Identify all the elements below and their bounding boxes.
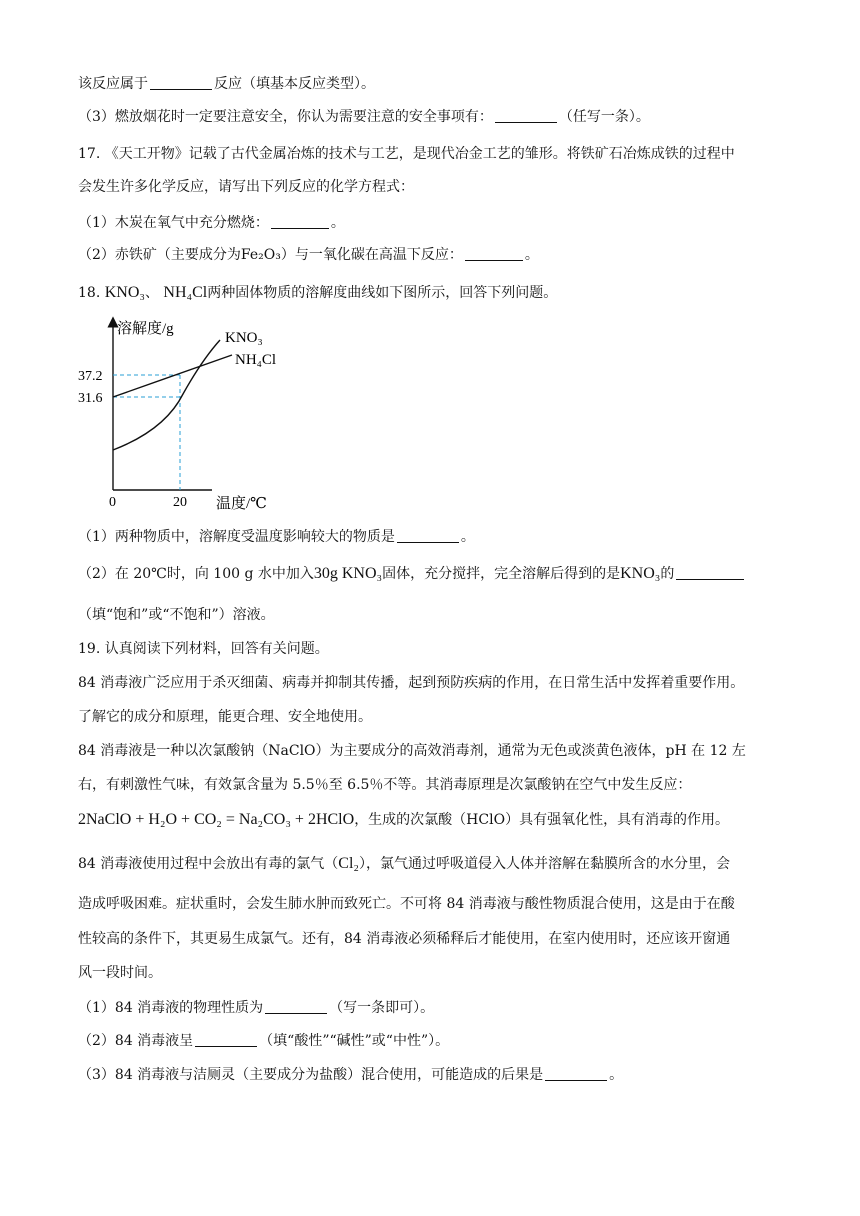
text: （2）84 消毒液呈 — [78, 1033, 194, 1049]
text: 固体，充分搅拌，完全溶解后得到的是 — [382, 566, 621, 582]
text: （2）赤铁矿（主要成分为 — [78, 247, 241, 263]
mass-formula: 30g KNO₃ — [313, 565, 383, 582]
text: 。 — [330, 215, 345, 231]
text: 。 — [460, 529, 475, 545]
question-19-1 — [78, 997, 434, 1017]
text: 两种固体物质的溶解度曲线如下图所示，回答下列问题。 — [207, 285, 558, 301]
material-equation-line — [78, 809, 729, 829]
answer-blank — [545, 1066, 607, 1081]
text: （写一条即可）。 — [329, 1000, 435, 1016]
text: 、 — [144, 285, 159, 301]
question-19-3 — [78, 1064, 623, 1084]
text: 的 — [660, 566, 675, 582]
answer-blank — [265, 999, 327, 1014]
question-17-stem-line1: 17. 《天工开物》记载了古代金属冶炼的技术与工艺，是现代冶金工艺的雏形。将铁矿石冶炼成铁的过程中 — [78, 146, 735, 162]
text: （3）84 消毒液与洁厕灵（主要成分为盐酸）混合使用，可能造成的后果是 — [78, 1067, 544, 1083]
formula-nh4cl: NH₄Cl — [163, 284, 208, 301]
question-18-stem — [78, 282, 557, 302]
material-p1-line1: 84 消毒液广泛应用于杀灭细菌、病毒并抑制其传播，起到预防疾病的作用，在日常生活中发挥着重要作用。 — [78, 675, 745, 691]
text: 。 — [609, 1067, 624, 1083]
solubility-chart — [70, 312, 300, 518]
series-label-nh4cl: NH₄Cl — [235, 352, 277, 368]
formula-cl2: Cl₂ — [338, 855, 359, 872]
material-p1-line2: 了解它的成分和原理，能更合理、安全地使用。 — [78, 709, 372, 725]
text: 反应（填基本反应类型）。 — [214, 76, 375, 92]
answer-blank — [150, 75, 212, 90]
question-17-1 — [78, 212, 345, 232]
question-17-2 — [78, 244, 539, 264]
answer-blank — [397, 528, 459, 543]
y-tick-31-6: 31.6 — [78, 391, 103, 406]
text: （1）两种物质中，溶解度受温度影响较大的物质是 — [78, 529, 395, 545]
text: ），氯气通过呼吸道侵入人体并溶解在黏膜所含的水分里，会 — [358, 856, 730, 872]
answer-blank — [465, 246, 523, 261]
question-18-2 — [78, 563, 746, 583]
formula-kno3: KNO₃ — [620, 565, 661, 582]
text: （2）在 20℃时，向 100 g 水中加入 — [78, 566, 314, 582]
x-axis-label: 温度/℃ — [216, 496, 267, 512]
question-18-2-cont: （填“饱和”或“不饱和”）溶液。 — [78, 607, 275, 623]
text: （任写一条）。 — [558, 109, 650, 125]
material-p3-line2: 造成呼吸困难。症状重时，会发生肺水肿而致死亡。不可将 84 消毒液与酸性物质混合使用，这是由于在酸 — [78, 896, 735, 912]
text: 该反应属于 — [78, 76, 148, 92]
material-p2-line2: 右，有刺激性气味，有效氯含量为 5.5％至 6.5％不等。其消毒原理是次氯酸钠在空气中发生反应： — [78, 777, 692, 793]
text: （填“酸性”“碱性”或“中性”）。 — [259, 1033, 450, 1049]
y-tick-37-2: 37.2 — [78, 369, 103, 384]
series-label-kno3: KNO₃ — [225, 330, 263, 346]
answer-blank — [271, 214, 329, 229]
y-axis-label: 溶解度/g — [117, 321, 174, 337]
question-19-2 — [78, 1030, 449, 1050]
material-p2-line1: 84 消毒液是一种以次氯酸钠（NaClO）为主要成分的高效消毒剂，通常为无色或淡黄色液体，pH 在 12 左 — [78, 743, 746, 759]
material-p3-line3: 性较高的条件下，其更易生成氯气。还有，84 消毒液必须稀释后才能使用，在室内使用时，还应该开窗通 — [78, 931, 731, 947]
x-tick-20: 20 — [173, 495, 187, 510]
question-16-3 — [78, 106, 650, 126]
series-kno3-curve — [113, 340, 220, 450]
text: （1）木炭在氧气中充分燃烧： — [78, 215, 269, 231]
answer-blank — [676, 565, 744, 580]
x-tick-0: 0 — [109, 495, 116, 510]
text: ）与一氧化碳在高温下反应： — [280, 247, 463, 263]
question-19-stem: 19. 认真阅读下列材料，回答有关问题。 — [78, 641, 329, 657]
material-p3-line1 — [78, 853, 730, 873]
question-number: 18. — [78, 285, 101, 301]
question-17-stem-line2: 会发生许多化学反应，请写出下列反应的化学方程式： — [78, 179, 414, 195]
series-nh4cl-curve — [113, 355, 232, 397]
answer-blank — [495, 108, 557, 123]
formula-fe2o3: Fe₂O₃ — [240, 247, 281, 263]
material-p3-line4: 风一段时间。 — [78, 965, 162, 981]
chemical-equation: 2NaClO + H₂O + CO₂ = Na₂CO₃ + 2HClO — [78, 811, 355, 828]
text: 。 — [524, 247, 539, 263]
formula-kno3: KNO₃ — [104, 284, 145, 301]
question-18-1 — [78, 526, 475, 546]
text: 84 消毒液使用过程中会放出有毒的氯气（ — [78, 856, 339, 872]
text: （1）84 消毒液的物理性质为 — [78, 1000, 264, 1016]
line-reaction-type — [78, 73, 375, 93]
answer-blank — [195, 1032, 257, 1047]
text: （3）燃放烟花时一定要注意安全，你认为需要注意的安全事项有： — [78, 109, 493, 125]
text: ，生成的次氯酸（HClO）具有强氧化性，具有消毒的作用。 — [354, 812, 730, 828]
